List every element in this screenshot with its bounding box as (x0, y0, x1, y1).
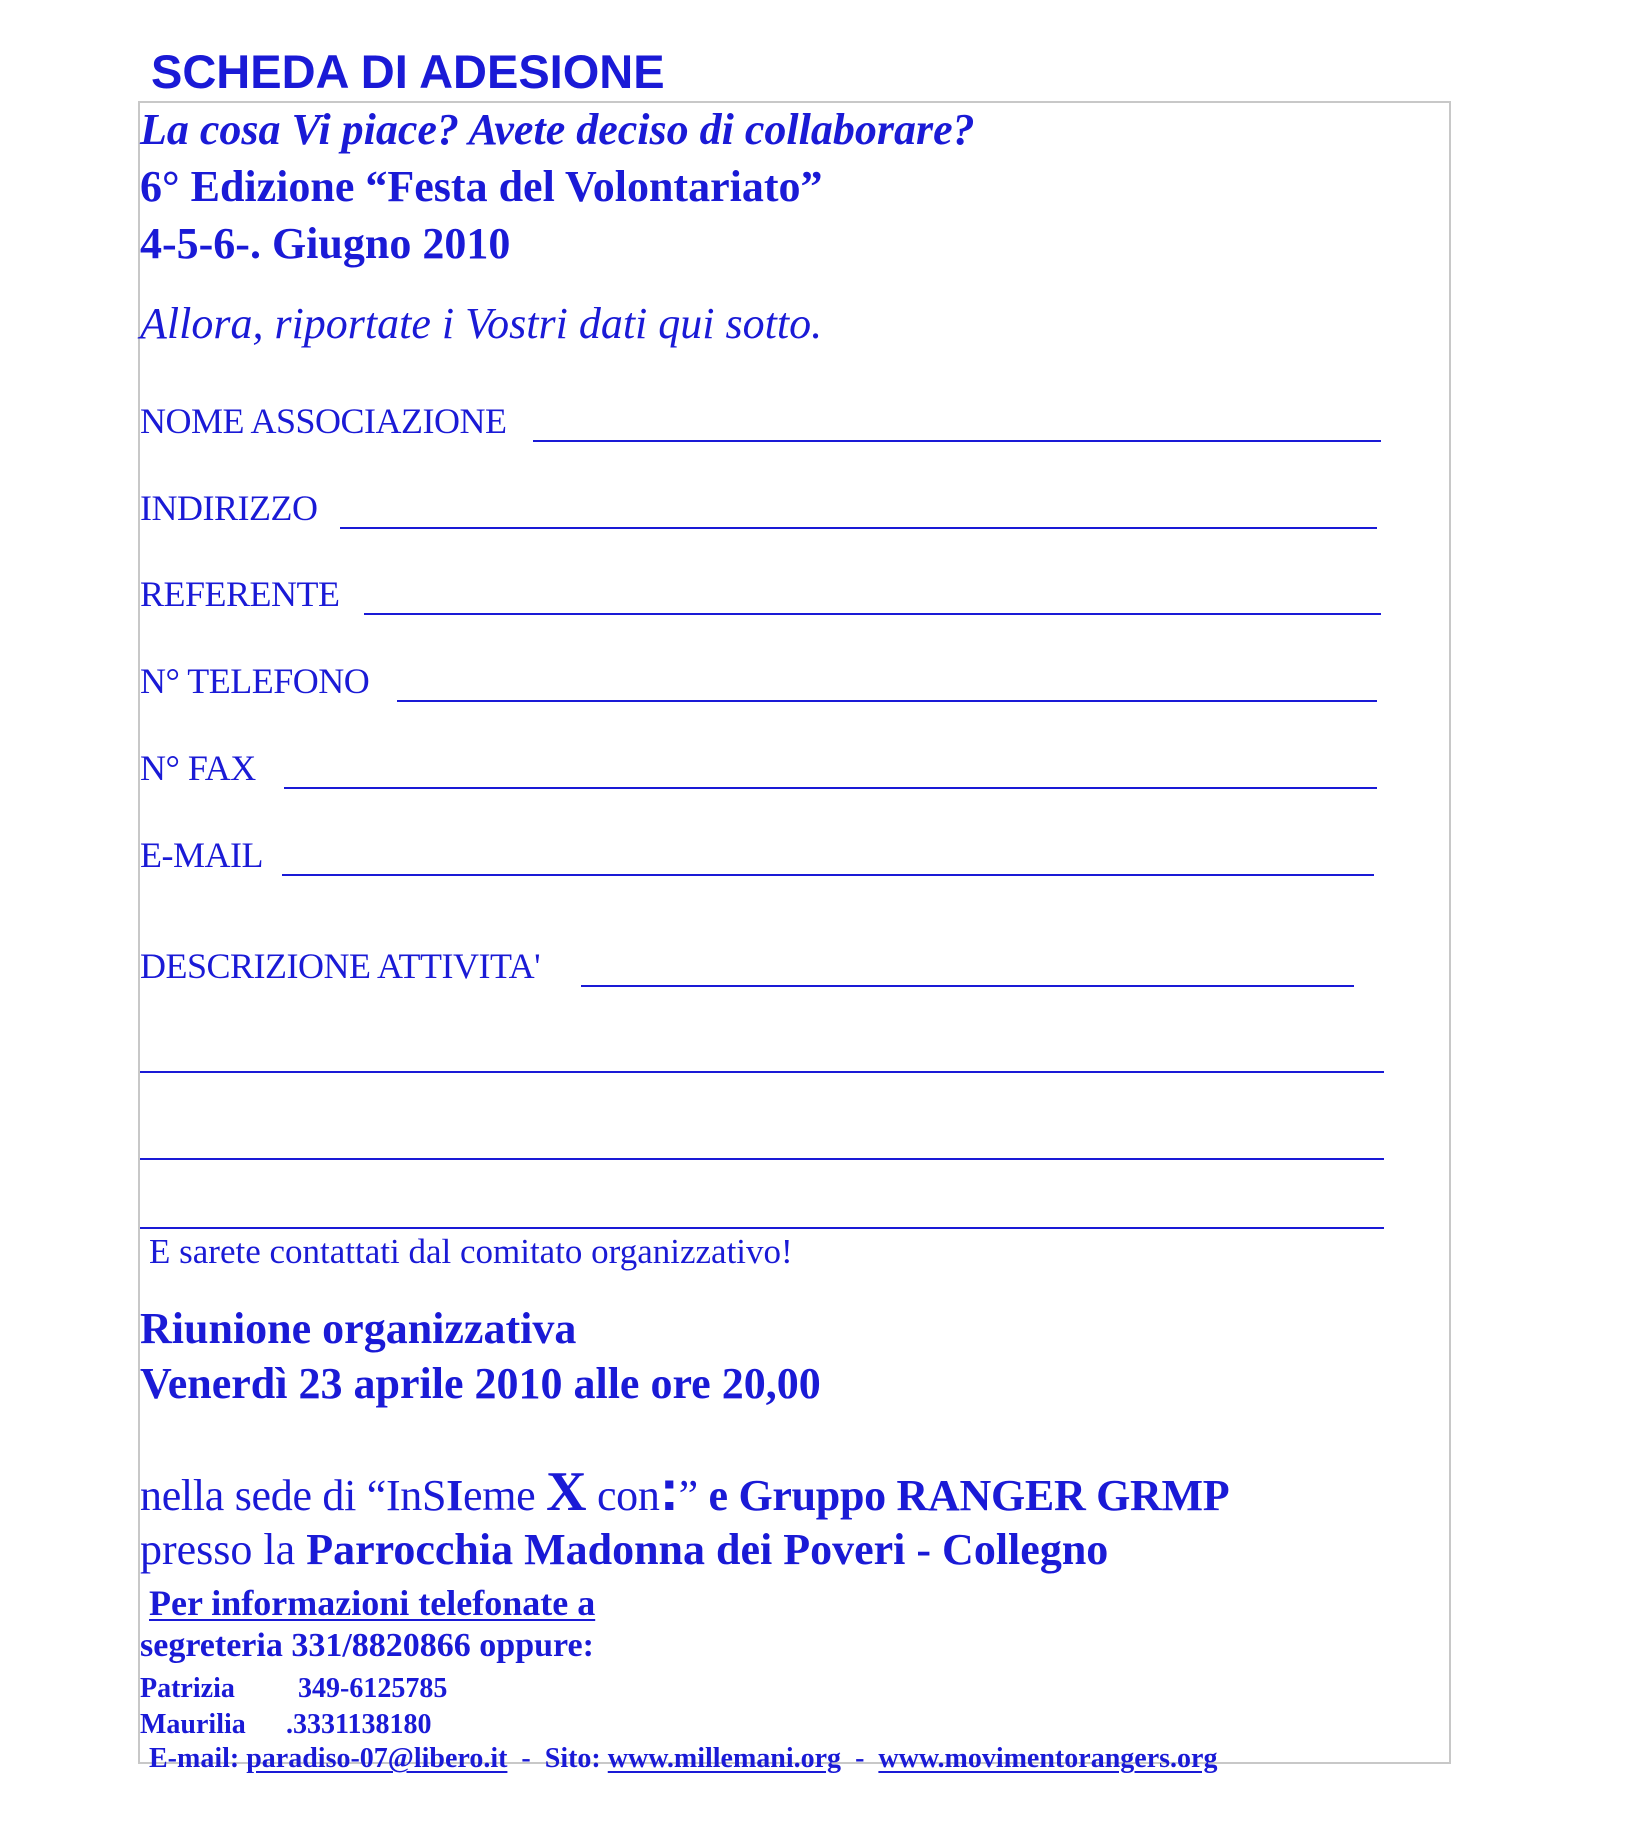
venue-quote: ” (678, 1471, 698, 1520)
site-link-movimentorangers[interactable]: www.movimentorangers.org (878, 1743, 1218, 1774)
venue-group: e Gruppo RANGER GRMP (697, 1471, 1230, 1520)
page-title: SCHEDA DI ADESIONE (151, 45, 665, 98)
descrizione-line-2[interactable] (140, 1158, 1384, 1160)
info-links (149, 1743, 1217, 1775)
label-telefono: N° TELEFONO (140, 661, 370, 701)
label-email: E-MAIL (140, 835, 263, 875)
meeting-presso (140, 1524, 1108, 1575)
meeting-venue (140, 1457, 1229, 1524)
descrizione-line-1[interactable] (140, 1071, 1384, 1073)
label-referente: REFERENTE (140, 574, 340, 614)
info-heading: Per informazioni telefonate a (149, 1583, 596, 1623)
venue-x: X (546, 1461, 587, 1523)
field-email[interactable] (282, 874, 1374, 876)
info-segreteria: segreteria 331/8820866 oppure: (140, 1627, 594, 1664)
edition-title: 6° Edizione “Festa del Volontariato” (140, 162, 823, 211)
label-nome-associazione: NOME ASSOCIAZIONE (140, 401, 507, 441)
venue-colon: : (659, 1458, 679, 1523)
field-descrizione[interactable] (581, 985, 1354, 987)
venue-org-b: I (446, 1471, 463, 1520)
form-instruction: Allora, riportate i Vostri dati qui sotto. (140, 299, 823, 348)
site-label: Sito: (544, 1743, 608, 1774)
intro-question: La cosa Vi piace? Avete deciso di collaborare? (140, 105, 975, 154)
site-link-millemani[interactable]: www.millemani.org (607, 1743, 842, 1774)
field-telefono[interactable] (397, 700, 1377, 702)
field-nome-associazione[interactable] (533, 440, 1381, 442)
venue-org-c: eme (463, 1471, 547, 1520)
descrizione-line-3[interactable] (140, 1227, 1384, 1229)
contact-name-maurilia: Maurilia (140, 1709, 246, 1740)
label-indirizzo: INDIRIZZO (140, 488, 318, 528)
meeting-datetime: Venerdì 23 aprile 2010 alle ore 20,00 (140, 1359, 821, 1408)
field-referente[interactable] (364, 613, 1381, 615)
links-separator-2: - (841, 1743, 879, 1774)
presso-prefix: presso la (140, 1525, 307, 1574)
contact-name-patrizia: Patrizia (140, 1673, 235, 1704)
field-fax[interactable] (284, 787, 1377, 789)
venue-org-a: “InS (366, 1471, 447, 1520)
contact-phone-patrizia: 349-6125785 (298, 1673, 448, 1704)
label-fax: N° FAX (140, 748, 256, 788)
meeting-heading: Riunione organizzativa (140, 1304, 577, 1353)
email-label: E-mail: (149, 1743, 247, 1774)
contact-note: E sarete contattati dal comitato organizzativo! (149, 1232, 793, 1271)
venue-con: con (586, 1471, 660, 1520)
contact-phone-maurilia: .3331138180 (286, 1709, 432, 1740)
links-separator-1: - (507, 1743, 545, 1774)
venue-prefix: nella sede di (140, 1471, 367, 1520)
field-indirizzo[interactable] (340, 527, 1377, 529)
label-descrizione: DESCRIZIONE ATTIVITA' (140, 946, 541, 986)
email-link[interactable]: paradiso-07@libero.it (246, 1743, 508, 1774)
presso-place: Parrocchia Madonna dei Poveri - Collegno (306, 1525, 1109, 1574)
event-dates: 4-5-6-. Giugno 2010 (140, 219, 511, 268)
